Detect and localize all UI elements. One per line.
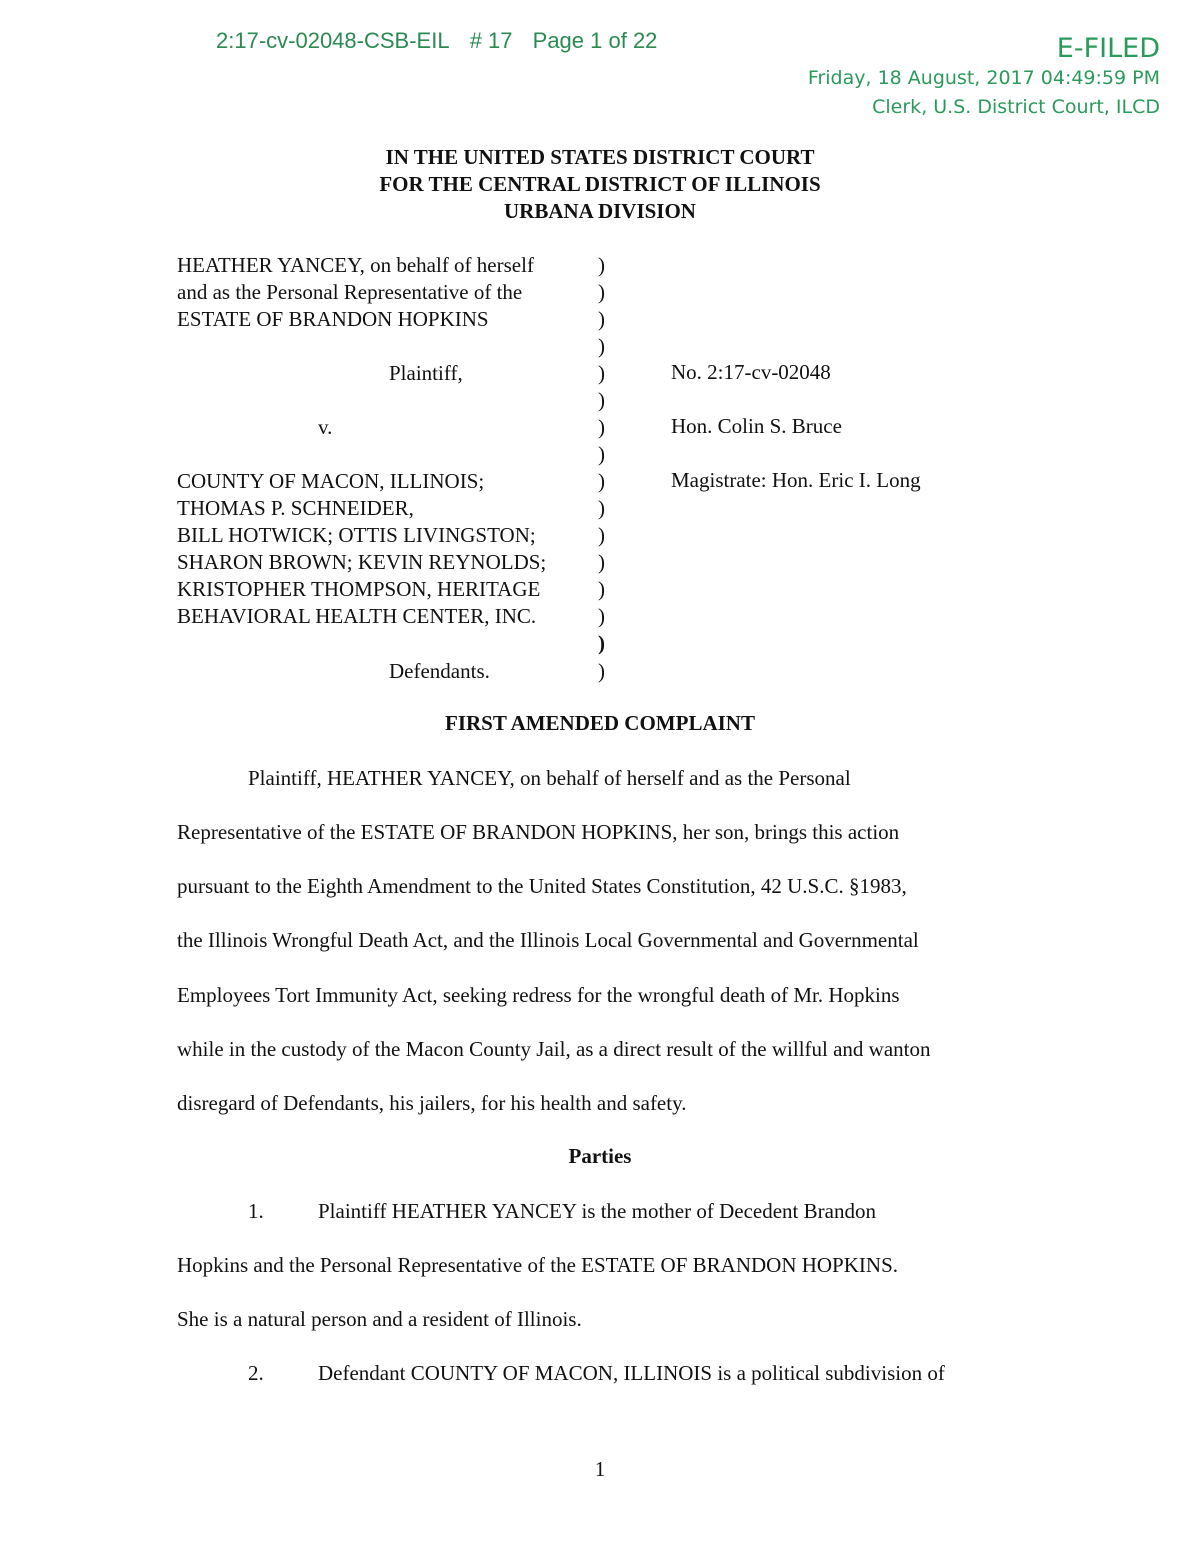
magistrate-field: Magistrate: Hon. Eric I. Long bbox=[671, 468, 921, 492]
versus-label: v. bbox=[318, 415, 333, 439]
efiled-label: E-FILED bbox=[1056, 33, 1160, 64]
case-header bbox=[216, 28, 671, 54]
page-info: Page 1 of 22 bbox=[532, 28, 658, 53]
court-heading bbox=[0, 144, 1200, 225]
intro-line: Employees Tort Immunity Act, seeking redress for the wrongful death of Mr. Hopkins bbox=[177, 983, 900, 1007]
caption-paren: ) bbox=[598, 604, 605, 628]
case-number-field: No. 2:17-cv-02048 bbox=[671, 360, 831, 384]
caption-paren: ) bbox=[598, 631, 605, 655]
paragraph-number: 1. bbox=[248, 1199, 264, 1223]
caption-paren: ) bbox=[598, 253, 605, 277]
court-line-1: IN THE UNITED STATES DISTRICT COURT bbox=[385, 145, 815, 169]
caption-paren: ) bbox=[598, 577, 605, 601]
intro-line: disregard of Defendants, his jailers, for his health and safety. bbox=[177, 1091, 687, 1115]
caption-paren: ) bbox=[598, 442, 605, 466]
caption-paren: ) bbox=[598, 659, 605, 683]
parties-heading: Parties bbox=[568, 1144, 632, 1168]
caption-paren: ) bbox=[598, 469, 605, 493]
paragraph-line: She is a natural person and a resident of Illinois. bbox=[177, 1307, 582, 1331]
caption-paren: ) bbox=[598, 334, 605, 358]
intro-line: Plaintiff, HEATHER YANCEY, on behalf of herself and as the Personal bbox=[248, 766, 851, 790]
caption-paren: ) bbox=[598, 523, 605, 547]
caption-paren: ) bbox=[598, 361, 605, 385]
page-number: 1 bbox=[594, 1457, 606, 1481]
plaintiff-line: ESTATE OF BRANDON HOPKINS bbox=[177, 307, 489, 331]
intro-line: while in the custody of the Macon County Jail, as a direct result of the willful and wanton bbox=[177, 1037, 931, 1061]
court-line-3: URBANA DIVISION bbox=[504, 199, 696, 223]
caption-paren: ) bbox=[598, 550, 605, 574]
paragraph-line: Hopkins and the Personal Representative of the ESTATE OF BRANDON HOPKINS. bbox=[177, 1253, 898, 1277]
paragraph-line: Plaintiff HEATHER YANCEY is the mother of Decedent Brandon bbox=[318, 1199, 876, 1223]
caption-paren: ) bbox=[598, 496, 605, 520]
caption-paren: ) bbox=[598, 307, 605, 331]
plaintiff-label: Plaintiff, bbox=[389, 361, 463, 385]
court-line-2: FOR THE CENTRAL DISTRICT OF ILLINOIS bbox=[379, 172, 821, 196]
defendant-line: BEHAVIORAL HEALTH CENTER, INC. bbox=[177, 604, 537, 628]
document-number: # 17 bbox=[469, 28, 513, 53]
document-title: FIRST AMENDED COMPLAINT bbox=[445, 711, 755, 735]
defendant-line: BILL HOTWICK; OTTIS LIVINGSTON; bbox=[177, 523, 536, 547]
paragraph-line: Defendant COUNTY OF MACON, ILLINOIS is a political subdivision of bbox=[318, 1361, 945, 1385]
caption-paren: ) bbox=[598, 415, 605, 439]
intro-line: pursuant to the Eighth Amendment to the United States Constitution, 42 U.S.C. §1983, bbox=[177, 874, 907, 898]
judge-field: Hon. Colin S. Bruce bbox=[671, 414, 842, 438]
efiled-clerk: Clerk, U.S. District Court, ILCD bbox=[872, 96, 1160, 118]
intro-line: the Illinois Wrongful Death Act, and the Illinois Local Governmental and Governmental bbox=[177, 928, 919, 952]
efiled-stamp bbox=[808, 34, 1160, 122]
defendants-label: Defendants. bbox=[389, 659, 490, 683]
intro-line: Representative of the ESTATE OF BRANDON HOPKINS, her son, brings this action bbox=[177, 820, 900, 844]
plaintiff-line: HEATHER YANCEY, on behalf of herself bbox=[177, 253, 534, 277]
plaintiff-line: and as the Personal Representative of the bbox=[177, 280, 523, 304]
case-number: 2:17-cv-02048-CSB-EIL bbox=[216, 28, 450, 53]
caption-paren: ) bbox=[598, 280, 605, 304]
defendant-line: KRISTOPHER THOMPSON, HERITAGE bbox=[177, 577, 541, 601]
defendant-line: SHARON BROWN; KEVIN REYNOLDS; bbox=[177, 550, 547, 574]
paragraph-number: 2. bbox=[248, 1361, 264, 1385]
efiled-date: Friday, 18 August, 2017 04:49:59 PM bbox=[807, 67, 1160, 89]
defendant-line: COUNTY OF MACON, ILLINOIS; bbox=[177, 469, 485, 493]
caption-paren: ) bbox=[598, 388, 605, 412]
defendant-line: THOMAS P. SCHNEIDER, bbox=[177, 496, 414, 520]
